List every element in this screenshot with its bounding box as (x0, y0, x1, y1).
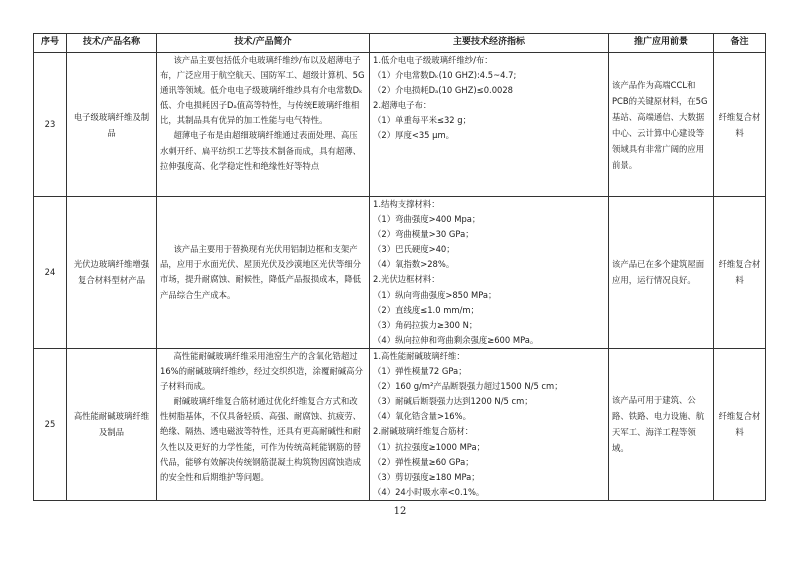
intro-paragraph: 耐碱玻璃纤维复合筋材通过优化纤维复合方式和改性树脂基体，不仅具备轻质、高强、耐腐蚀、抗疲劳、绝缘、隔热、透电磁波等特性，还具有更高耐碱性和耐久性以及更好的力学性能，可作为传统高耗能钢筋的替代品，能够有效解决传统钢筋混凝土构筑物因腐蚀造成的安全性和后期维护等问题。 (160, 396, 361, 482)
spec-line: （3）剪切强度≥180 MPa； (373, 471, 480, 482)
row-serial-no: 24 (34, 197, 67, 349)
header-serial-no: 序号 (34, 34, 67, 53)
table-row (34, 197, 766, 349)
row-product-intro (157, 348, 370, 500)
row-remarks: 纤维复合材料 (714, 197, 766, 349)
spec-line: （2）厚度<35 μm。 (373, 130, 455, 141)
spec-line: （1）单重每平米≤32 g； (373, 115, 471, 126)
header-product-name: 技术/产品名称 (67, 34, 157, 53)
spec-line: （4）纵向拉伸和弯曲剩余强度≥600 MPa。 (373, 334, 539, 345)
spec-line: （2）160 g/m²产品断裂强力超过1500 N/5 cm； (373, 381, 563, 392)
spec-line: （4）氧指数>28%。 (373, 259, 455, 270)
intro-paragraph: 高性能耐碱玻璃纤维采用池窑生产的含氧化锆超过16%的耐碱玻璃纤维纱，经过交织织造，涂覆耐碱高分子材料而成。 (160, 350, 363, 392)
spec-line: （4）氧化锆含量>16%。 (373, 411, 471, 422)
spec-line: 1.低介电电子级玻璃纤维纱/布： (373, 55, 493, 65)
row-remarks: 纤维复合材料 (714, 53, 766, 197)
spec-line: （3）耐碱后断裂强力达到1200 N/5 cm； (373, 396, 533, 407)
spec-line: （1）抗拉强度≥1000 MPa； (373, 441, 485, 452)
row-application-prospect: 该产品作为高端CCL和PCB的关键原材料，在5G基站、高端通信、大数据中心、云计算中心建设等领域具有非常广阔的应用前景。 (609, 53, 714, 197)
spec-line: （3）巴氏硬度>40； (373, 244, 455, 255)
spec-line: （2）弹性模量≥60 GPa； (373, 456, 474, 467)
row-tech-indicators (370, 197, 609, 349)
spec-line: （3）角码拉拔力≥300 N； (373, 319, 478, 330)
page-number: 12 (393, 506, 407, 517)
row-remarks: 纤维复合材料 (714, 348, 766, 500)
technology-table (33, 33, 766, 501)
row-application-prospect: 该产品可用于建筑、公路、铁路、电力设施、航天军工、海洋工程等领域。 (609, 348, 714, 500)
row-tech-indicators (370, 348, 609, 500)
spec-line: （1）纵向弯曲强度>850 MPa； (373, 289, 497, 300)
spec-line: （1）弯曲强度>400 Mpa； (373, 214, 481, 225)
header-application-prospect: 推广应用前景 (609, 34, 714, 53)
row-product-name: 高性能耐碱玻璃纤维及制品 (67, 348, 157, 500)
intro-paragraph: 该产品主要用于替换现有光伏用铝制边框和支架产品，应用于水面光伏、屋顶光伏及沙漠地区光伏等细分市场，提升耐腐蚀、耐候性，降低产品报损成本，降低产品综合生产成本。 (160, 244, 361, 300)
table-row (34, 348, 766, 500)
row-application-prospect: 该产品已在多个建筑屋面应用，运行情况良好。 (609, 197, 714, 349)
spec-line: （1）介电常数Dₖ(10 GHZ):4.5~4.7; (373, 70, 517, 81)
spec-line: （2）直线度≤1.0 mm/m； (373, 304, 479, 315)
row-tech-indicators (370, 53, 609, 197)
row-product-name: 电子级玻璃纤维及制品 (67, 53, 157, 197)
spec-line: （1）弹性模量72 GPa； (373, 366, 467, 377)
spec-line: （4）24小时吸水率<0.1%。 (373, 486, 485, 497)
intro-paragraph: 该产品主要包括低介电玻璃纤维纱/布以及超薄电子布，广泛应用于航空航天、国防军工、超级计算机、5G通讯等领域。低介电电子级玻璃纤维纱具有介电常数Dₖ低、介电损耗因子Dₐ值高等特性，与传统E玻璃纤维相比，其制品具有优异的加工性能与电气特性。 (160, 55, 365, 126)
table-header-row (34, 34, 766, 53)
row-product-name: 光伏边玻璃纤维增强复合材料型材产品 (67, 197, 157, 349)
spec-line: 1.结构支撑材料： (373, 199, 440, 209)
row-product-intro (157, 197, 370, 349)
header-remarks: 备注 (714, 34, 766, 53)
spec-line: （2）介电损耗Dₐ(10 GHZ)≤0.0028 (373, 85, 514, 96)
spec-line: 2.耐碱玻璃纤维复合筋材： (373, 426, 474, 437)
spec-line: 2.超薄电子布： (373, 100, 432, 111)
row-serial-no: 25 (34, 348, 67, 500)
row-serial-no: 23 (34, 53, 67, 197)
spec-line: （2）弯曲模量>30 GPa； (373, 229, 474, 240)
spec-line: 1.高性能耐碱玻璃纤维： (373, 350, 465, 361)
header-product-intro: 技术/产品简介 (157, 34, 370, 53)
header-tech-indicators: 主要技术经济指标 (370, 34, 609, 53)
spec-line: 2.光伏边框材料： (373, 274, 440, 285)
intro-paragraph: 超薄电子布是由超细玻璃纤维通过表面处理、高压水刺开纤、扁平纺织工艺等技术制备而成，具有超薄、拉伸强度高、化学稳定性和绝缘性好等特点 (160, 130, 361, 171)
table-row (34, 53, 766, 197)
row-product-intro (157, 53, 370, 197)
